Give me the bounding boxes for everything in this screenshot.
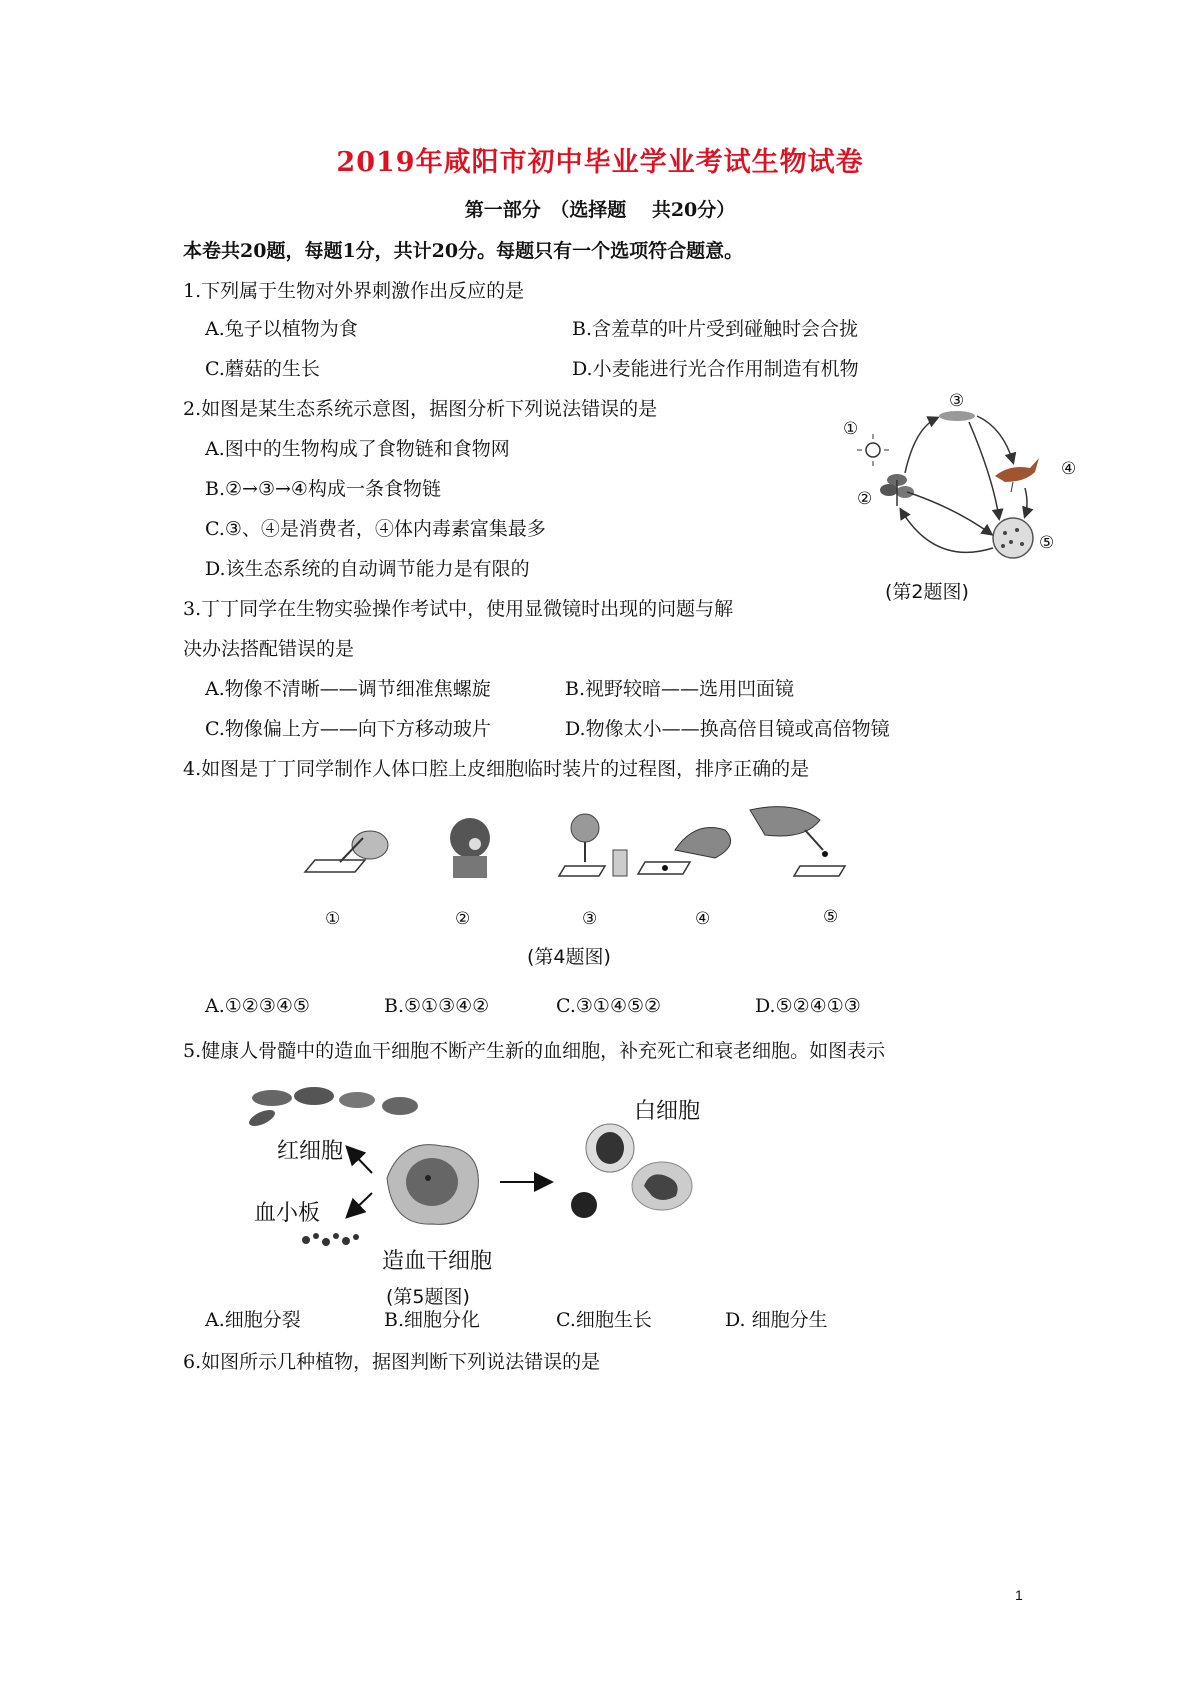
question-3-stem-line2: 决办法搭配错误的是 bbox=[183, 638, 355, 660]
step-label-5: ⑤ bbox=[823, 907, 839, 927]
step-label-4: ④ bbox=[695, 909, 711, 929]
question-3-option-a: A.物像不清晰——调节细准焦螺旋 bbox=[205, 678, 491, 700]
q5-figure-caption: (第5题图) bbox=[386, 1286, 470, 1308]
arrow-insect-to-decomposer bbox=[969, 422, 999, 518]
step-2-illustration bbox=[450, 818, 490, 878]
sun-icon bbox=[857, 434, 889, 466]
eco-label-4: ④ bbox=[1061, 459, 1077, 479]
red-blood-cells-icon bbox=[247, 1087, 418, 1129]
stem-cell-label: 造血干细胞 bbox=[382, 1249, 493, 1274]
q4-figure-caption: (第4题图) bbox=[527, 946, 611, 968]
question-4-option-d: D.⑤②④①③ bbox=[755, 995, 861, 1017]
platelet-label: 血小板 bbox=[254, 1201, 321, 1226]
question-3-stem-line1: 3.丁丁同学在生物实验操作考试中，使用显微镜时出现的问题与解 bbox=[183, 598, 734, 620]
step-label-2: ② bbox=[455, 909, 471, 929]
ecosystem-diagram bbox=[825, 388, 1085, 608]
question-2-option-a: A.图中的生物构成了食物链和食物网 bbox=[205, 438, 510, 460]
white-blood-cell-label: 白细胞 bbox=[634, 1099, 701, 1124]
eco-label-5: ⑤ bbox=[1039, 533, 1055, 553]
question-2-option-b: B.②→③→④构成一条食物链 bbox=[205, 478, 441, 500]
step-4-illustration bbox=[638, 828, 731, 875]
question-1-option-d: D.小麦能进行光合作用制造有机物 bbox=[572, 358, 859, 380]
stem-cell-icon bbox=[387, 1145, 478, 1225]
exam-title: 2019年咸阳市初中毕业学业考试生物试卷 bbox=[336, 147, 864, 178]
question-1-stem: 1.下列属于生物对外界刺激作出反应的是 bbox=[183, 280, 525, 302]
eco-label-1: ① bbox=[843, 419, 859, 439]
question-2-stem: 2.如图是某生态系统示意图，据图分析下列说法错误的是 bbox=[183, 398, 658, 420]
part-heading: 第一部分 （选择题 共20分） bbox=[464, 199, 736, 221]
question-5-option-d: D. 细胞分生 bbox=[725, 1309, 828, 1331]
question-3-option-c: C.物像偏上方——向下方移动玻片 bbox=[205, 718, 491, 740]
step-1-illustration bbox=[305, 831, 388, 872]
eco-label-3: ③ bbox=[949, 391, 965, 411]
question-5-option-b: B.细胞分化 bbox=[384, 1309, 481, 1331]
arrow-decomposer-to-plant bbox=[901, 510, 993, 552]
arrow-to-platelets bbox=[348, 1193, 372, 1216]
question-5-option-a: A.细胞分裂 bbox=[205, 1309, 301, 1331]
question-6-stem: 6.如图所示几种植物，据图判断下列说法错误的是 bbox=[183, 1351, 601, 1373]
arrow-bird-to-decomposer bbox=[1025, 488, 1027, 516]
arrow-plant-to-decomposer bbox=[907, 492, 991, 534]
bird-icon bbox=[995, 458, 1039, 492]
cheek-cell-slide-steps-figure bbox=[295, 800, 895, 970]
question-2-option-d: D.该生态系统的自动调节能力是有限的 bbox=[205, 558, 530, 580]
blood-cell-differentiation-figure bbox=[232, 1078, 792, 1308]
plant-icon bbox=[880, 474, 914, 506]
step-label-3: ③ bbox=[582, 909, 598, 929]
arrow-plant-to-insect bbox=[905, 418, 937, 473]
question-1-option-a: A.兔子以植物为食 bbox=[205, 318, 358, 340]
question-5-option-c: C.细胞生长 bbox=[556, 1309, 652, 1331]
caterpillar-icon bbox=[939, 411, 975, 421]
question-3-option-b: B.视野较暗——选用凹面镜 bbox=[565, 678, 795, 700]
instructions: 本卷共20题，每题1分，共计20分。每题只有一个选项符合题意。 bbox=[183, 240, 744, 262]
question-1-option-c: C.蘑菇的生长 bbox=[205, 358, 320, 380]
step-5-illustration bbox=[750, 807, 845, 876]
eco-label-2: ② bbox=[857, 489, 873, 509]
step-3-illustration bbox=[559, 814, 627, 876]
q2-figure-caption: (第2题图) bbox=[885, 581, 969, 603]
arrow-to-red-cells bbox=[348, 1148, 372, 1173]
step-label-1: ① bbox=[325, 909, 341, 929]
decomposer-icon bbox=[993, 518, 1033, 558]
question-4-option-c: C.③①④⑤② bbox=[556, 995, 662, 1017]
platelets-icon bbox=[302, 1233, 359, 1246]
red-blood-cell-label: 红细胞 bbox=[277, 1139, 344, 1164]
question-2-option-c: C.③、④是消费者，④体内毒素富集最多 bbox=[205, 518, 546, 540]
white-blood-cells-icon bbox=[571, 1124, 692, 1218]
question-1-option-b: B.含羞草的叶片受到碰触时会合拢 bbox=[572, 318, 859, 340]
page-number: 1 bbox=[1015, 1587, 1023, 1603]
question-5-stem: 5.健康人骨髓中的造血干细胞不断产生新的血细胞，补充死亡和衰老细胞。如图表示 bbox=[183, 1040, 886, 1062]
question-4-option-b: B.⑤①③④② bbox=[384, 995, 490, 1017]
question-4-stem: 4.如图是丁丁同学制作人体口腔上皮细胞临时装片的过程图，排序正确的是 bbox=[183, 758, 810, 780]
question-4-option-a: A.①②③④⑤ bbox=[205, 995, 310, 1017]
question-3-option-d: D.物像太小——换高倍目镜或高倍物镜 bbox=[565, 718, 890, 740]
